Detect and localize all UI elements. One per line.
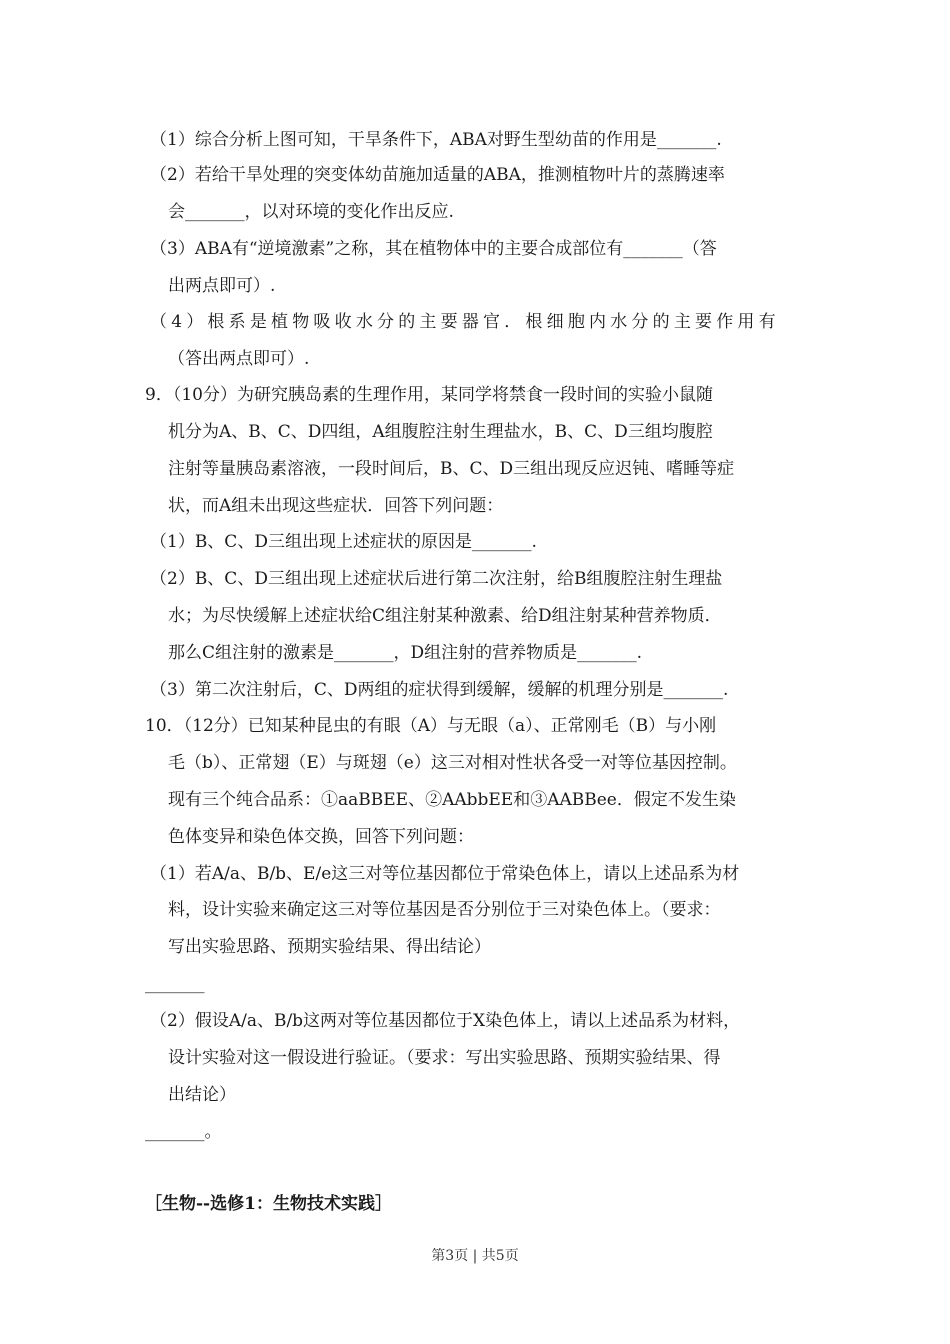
page-footer: 第3页 | 共5页 [431, 1248, 519, 1264]
q10-sub1-line1: （1）若A/a、B/b、E/e这三对等位基因都位于常染色体上，请以上述品系为材 [150, 864, 740, 884]
q10-stem-line1: 10．（12分）已知某种昆虫的有眼（A）与无眼（a）、正常刚毛（B）与小刚 [145, 716, 717, 736]
q8-sub2-line1: （2）若给干旱处理的突变体幼苗施加适量的ABA，推测植物叶片的蒸腾速率 [150, 165, 725, 185]
q10-stem-line4: 色体变异和染色体交换，回答下列问题： [168, 827, 474, 847]
q10-sub2-line2: 设计实验对这一假设进行验证。（要求：写出实验思路、预期实验结果、得 [168, 1048, 721, 1068]
q9-sub2-line2: 水；为尽快缓解上述症状给C组注射某种激素、给D组注射某种营养物质． [168, 606, 722, 626]
q8-sub3-line2: 出两点即可）. [168, 276, 276, 296]
q8-sub4-line2: （答出两点即可）. [168, 349, 310, 369]
q10-sub2-line3: 出结论） [168, 1085, 236, 1105]
section-title: ［生物--选修1：生物技术实践］ [145, 1194, 392, 1214]
q8-sub4-line1: （4）根系是植物吸收水分的主要器官．根细胞内水分的主要作用有 [150, 312, 780, 332]
q10-stem-line3: 现有三个纯合品系：①aaBBEE、②AAbbEE和③AABBee．假定不发生染 [168, 790, 736, 810]
q8-sub2-line2: 会_______，以对环境的变化作出反应. [168, 202, 454, 222]
q9-sub3: （3）第二次注射后，C、D两组的症状得到缓解，缓解的机理分别是_______. [150, 680, 729, 700]
q9-stem-line2: 机分为A、B、C、D四组，A组腹腔注射生理盐水，B、C、D三组均腹腔 [168, 422, 713, 442]
q9-stem-line4: 状，而A组未出现这些症状．回答下列问题： [168, 496, 504, 516]
q9-stem-line1: 9．（10分）为研究胰岛素的生理作用，某同学将禁食一段时间的实验小鼠随 [145, 385, 713, 405]
q9-sub2-line1: （2）B、C、D三组出现上述症状后进行第二次注射，给B组腹腔注射生理盐 [150, 569, 723, 589]
q8-sub1: （1）综合分析上图可知，干旱条件下，ABA对野生型幼苗的作用是_______. [150, 130, 722, 150]
q9-stem-line3: 注射等量胰岛素溶液，一段时间后，B、C、D三组出现反应迟钝、嗜睡等症 [168, 459, 735, 479]
q9-sub1: （1）B、C、D三组出现上述症状的原因是_______. [150, 532, 537, 552]
q10-sub1-line3: 写出实验思路、预期实验结果、得出结论） [168, 937, 491, 957]
q10-sub1-answer-blank: _______ [145, 974, 205, 994]
q10-sub2-line1: （2）假设A/a、B/b这两对等位基因都位于X染色体上，请以上述品系为材料， [150, 1011, 741, 1031]
q10-sub1-line2: 料，设计实验来确定这三对等位基因是否分别位于三对染色体上。（要求： [168, 900, 721, 920]
q10-sub2-answer-blank: _______。 [145, 1122, 222, 1142]
q10-stem-line2: 毛（b）、正常翅（E）与斑翅（e）这三对相对性状各受一对等位基因控制。 [168, 753, 737, 773]
q8-sub3-line1: （3）ABA有“逆境激素”之称，其在植物体中的主要合成部位有_______（答 [150, 239, 717, 259]
q9-sub2-line3: 那么C组注射的激素是_______，D组注射的营养物质是_______. [168, 643, 643, 663]
